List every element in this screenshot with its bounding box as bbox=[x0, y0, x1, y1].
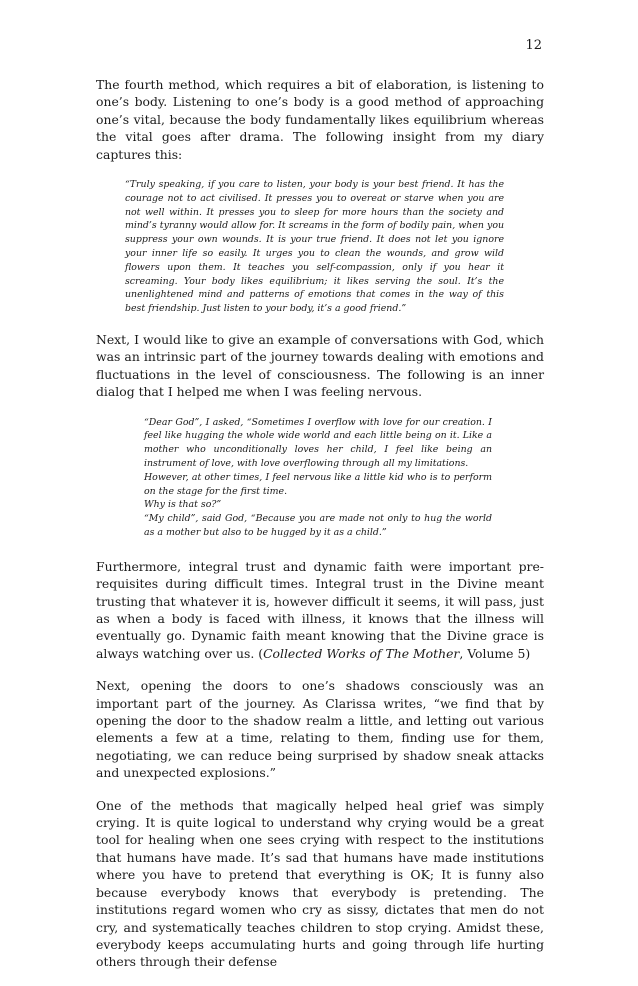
paragraph-integral-trust bbox=[96, 558, 544, 662]
paragraph-crying: One of the methods that magically helped heal grief was simply crying. It is quite logical to understand why crying would be a great tool for healing when one sees crying with respect to the institutions that humans have made. It’s sad that humans have made institutions where you have to pretend that everything is OK; It is funny also because everybody knows that everybody is pretending. The institutions regard women who cry as sissy, dictates that men do not cry, and systematically teaches children to stop crying. Amidst these, everybody keeps accumulating hurts and going through life hurting others through their defense bbox=[96, 797, 544, 970]
citation-volume: , Volume 5) bbox=[459, 645, 531, 661]
paragraph-listening-to-body: The fourth method, which requires a bit of elaboration, is listening to one’s body. Listening to one’s body is a good method of approaching one’s vital, because the body fundamentally likes equilibrium whereas the vital goes after drama. The following insight from my diary captures this: bbox=[96, 77, 544, 162]
inner-dialog-quote bbox=[96, 416, 544, 540]
dialog-line: “My child”, said God, “Because you are made not only to hug the world as a mother but also to be hugged by it as a child.” bbox=[144, 513, 492, 538]
page-content bbox=[96, 76, 544, 986]
diary-quote: “Truly speaking, if you care to listen, your body is your best friend. It has the courage not to act civilised. It presses you to overeat or starve when you are not well within. It presses you to sleep for more hours than the society and mind’s tyranny would allow for. It screams in the form of bodily pain, when you suppress your own wounds. It is your true friend. It does not let you ignore your inner life so easily. It urges you to clean the wounds, and grow wild flowers upon them. It teaches you self-compassion, only if you hear it screaming. Your body likes equilibrium; it likes serving the soul. It’s the unenlightened mind and patterns of emotions that comes in the way of this best friendship. Just listen to your body, it’s a good friend.” bbox=[125, 179, 504, 315]
integral-trust-text: Furthermore, integral trust and dynamic faith were important pre-requisites during difficult times. Integral trust in the Divine meant trusting that whatever it is, however difficult it seems, it will pass, just as when a body is faced with illness, it knows that the illness will eventually go. Dynamic faith meant knowing that the Divine grace is always watching over us. ( bbox=[96, 558, 544, 661]
dialog-line: Why is that so?” bbox=[144, 499, 222, 511]
dialog-line: However, at other times, I feel nervous like a little kid who is to perform on the stage for the first time. bbox=[144, 471, 492, 497]
citation-title: Collected Works of The Mother bbox=[263, 645, 460, 661]
paragraph-conversations-with-god: Next, I would like to give an example of conversations with God, which was an intrinsic part of the journey towards dealing with emotions and fluctuations in the level of consciousness. The following is an inner dialog that I helped me when I was feeling nervous. bbox=[96, 332, 544, 400]
page-number: 12 bbox=[525, 38, 542, 53]
paragraph-shadows: Next, opening the doors to one’s shadows consciously was an important part of the journey. As Clarissa writes, “we find that by opening the door to the shadow realm a little, and letting out various elements a few at a time, relating to them, finding use for them, negotiating, we can reduce being surprised by shadow sneak attacks and unexpected explosions.” bbox=[96, 678, 544, 781]
dialog-line: “Dear God”, I asked, “Sometimes I overflow with love for our creation. I feel like hugging the whole wide world and each little being on it. Like a mother who unconditionally loves her child, I feel like being an instrument of love, with love overflowing through all my limitations. bbox=[144, 416, 492, 470]
